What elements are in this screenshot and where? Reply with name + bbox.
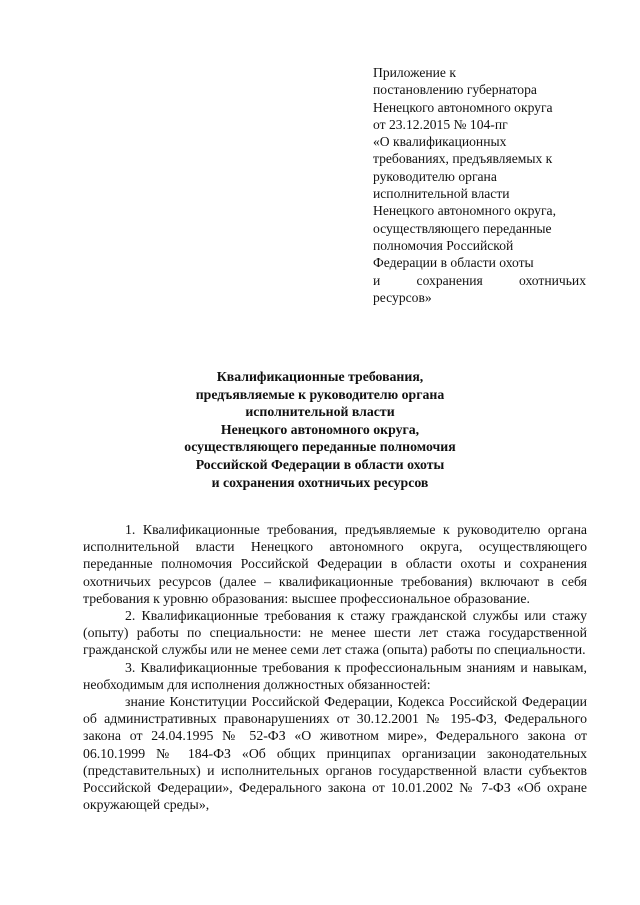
appendix-line: Ненецкого автономного округа,: [373, 203, 556, 219]
appendix-line: Федерации в области охоты: [373, 255, 534, 271]
paragraph: 2. Квалификационные требования к стажу гражданской службы или стажу (опыту) работы по специальности: не менее шести лет стажа государственной гражданской службы или не менее семи лет стажа (опыта) работы по специальности.: [83, 608, 587, 658]
appendix-line: полномочия Российской: [373, 237, 514, 253]
appendix-line: «О квалификационных: [373, 134, 507, 150]
title-line: Российской Федерации в области охоты: [195, 456, 445, 472]
document-body: [83, 521, 587, 813]
title-line: исполнительной власти: [245, 404, 395, 420]
appendix-block: [373, 64, 586, 306]
appendix-line: Приложение к: [373, 65, 456, 80]
appendix-line: руководителю органа: [373, 168, 497, 184]
appendix-line: и сохранения охотничьих: [373, 272, 586, 288]
appendix-line: ресурсов»: [373, 289, 432, 305]
appendix-line: требованиях, предъявляемых к: [373, 151, 553, 167]
title-line: предъявляемые к руководителю органа: [195, 386, 445, 402]
appendix-line: постановлению губернатора: [373, 82, 537, 98]
title-line: Квалификационные требования,: [216, 369, 424, 384]
title-line: осуществляющего переданные полномочия: [184, 439, 456, 455]
document-title: [90, 368, 550, 491]
paragraph: 1. Квалификационные требования, предъявляемые к руководителю органа исполнительной власти Ненецкого автономного округа, осуществляющего переданные полномочия Российской Федерации в области охоты и сохранения охотничьих ресурсов (далее – квалификационные требования) включают в себя требования к уровню образования: высшее профессиональное образование.: [83, 522, 587, 606]
appendix-line: осуществляющего переданные: [373, 220, 552, 236]
title-line: Ненецкого автономного округа,: [220, 421, 420, 437]
title-line: и сохранения охотничьих ресурсов: [211, 474, 429, 490]
appendix-line: исполнительной власти: [373, 186, 510, 202]
paragraph: знание Конституции Российской Федерации, Кодекса Российской Федерации об административных правонарушениях от 30.12.2001 № 195-ФЗ, Федерального закона от 24.04.1995 № 52-ФЗ «О животном мире», Федерального закона от 06.10.1999 № 184-ФЗ «Об общих принципах организации законодательных (представительных) и исполнительных органов государственной власти субъектов Российской Федерации», Федерального закона от 10.01.2002 № 7-ФЗ «Об охране окружающей среды»,: [83, 694, 587, 813]
appendix-line: от 23.12.2015 № 104-пг: [373, 116, 508, 132]
paragraph: 3. Квалификационные требования к профессиональным знаниям и навыкам, необходимым для исполнения должностных обязанностей:: [83, 659, 587, 692]
appendix-line: Ненецкого автономного округа: [373, 99, 553, 115]
